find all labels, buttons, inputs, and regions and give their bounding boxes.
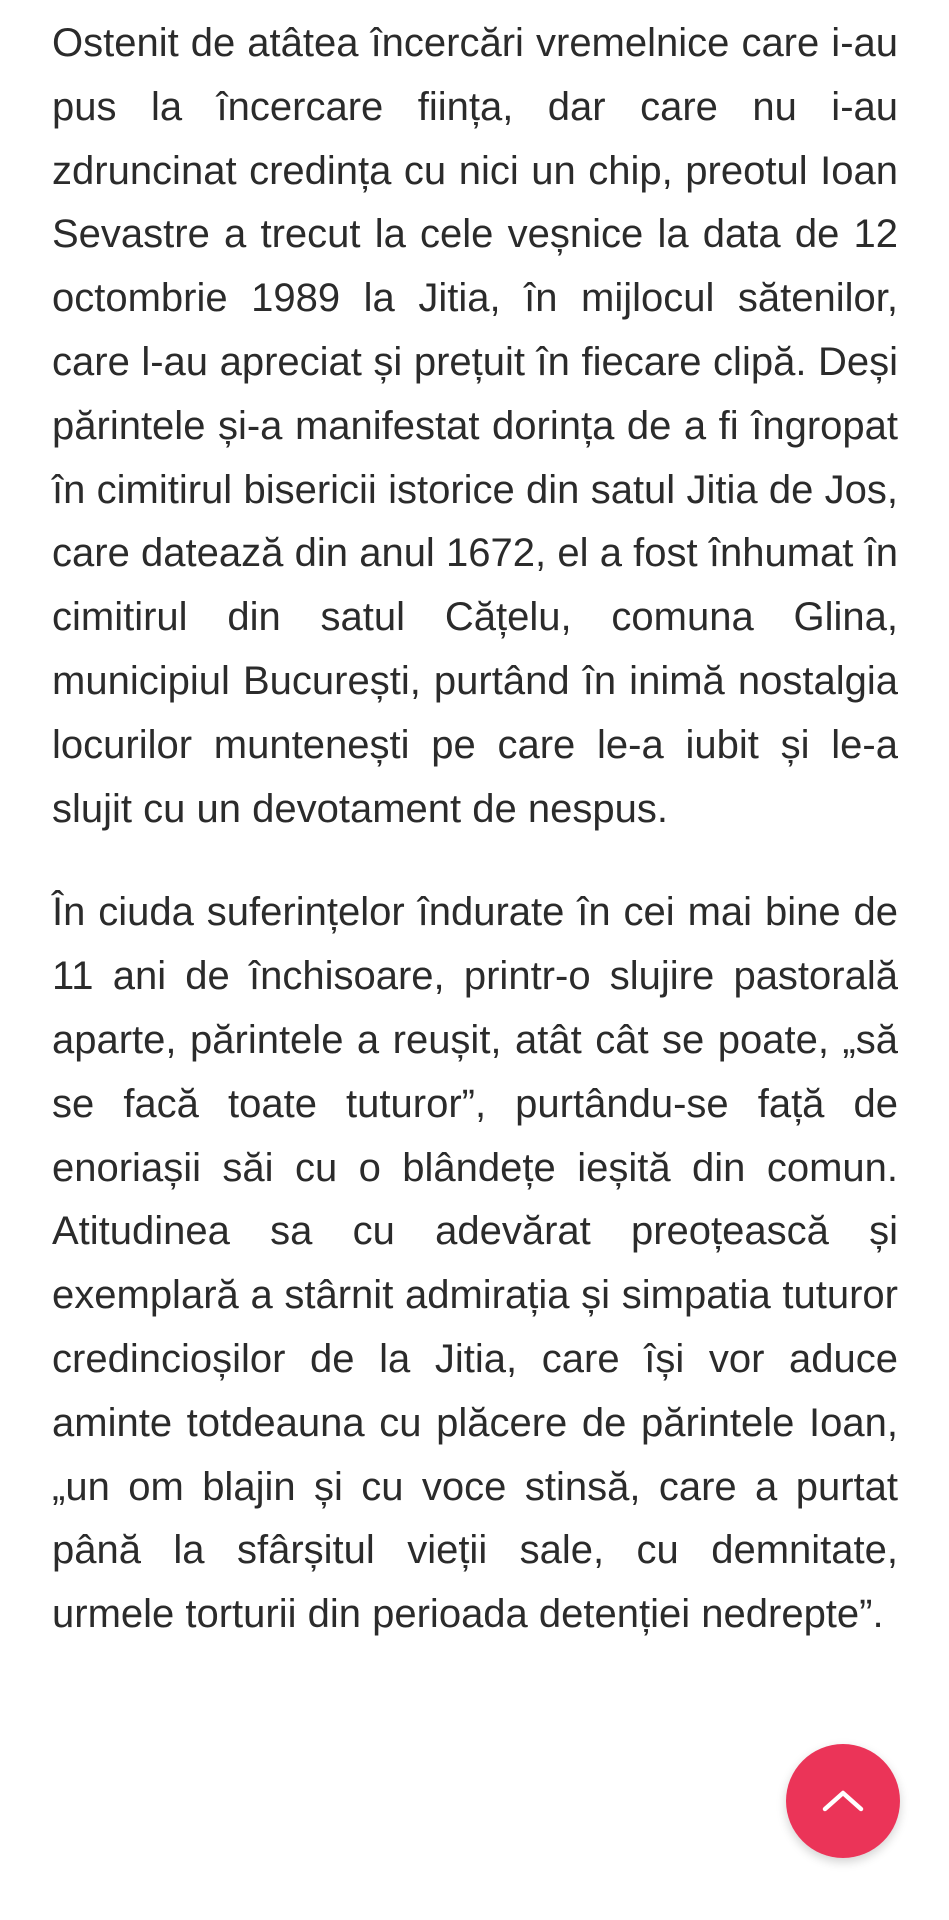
article-body: [52, 12, 898, 1687]
chevron-up-icon: [817, 1775, 869, 1827]
article-paragraph-1: Ostenit de atâtea încercări vremelnice care i-au pus la încercare ființa, dar care nu i-au zdruncinat credința cu nici un chip, preotul Ioan Sevastre a trecut la cele veșnice la data de 12 octombrie 1989 la Jitia, în mijlocul sătenilor, care l-au apreciat și prețuit în fiecare clipă. Deși părintele și-a manifestat dorința de a fi îngropat în cimitirul bisericii istorice din satul Jitia de Jos, care datează din anul 1672, el a fost înhumat în cimitirul din satul Cățelu, comuna Glina, municipiul București, purtând în inimă nostalgia locurilor muntenești pe care le-a iubit și le-a slujit cu un devotament de nespus.: [52, 21, 898, 831]
article-paragraph-2: În ciuda suferințelor îndurate în cei mai bine de 11 ani de închisoare, printr-o slujire pastorală aparte, părintele a reușit, atât cât se poate, „să se facă toate tuturor”, purtându-se față de enoriașii săi cu o blândețe ieșită din comun. Atitudinea sa cu adevărat preoțească și exemplară a stârnit admirația și simpatia tuturor credincioșilor de la Jitia, care își vor aduce aminte totdeauna cu plăcere de părintele Ioan, „un om blajin și cu voce stinsă, care a purtat până la sfârșitul vieții sale, cu demnitate, urmele torturii din perioada detenției nedrepte”.: [52, 890, 898, 1637]
scroll-to-top-button[interactable]: [786, 1744, 900, 1858]
